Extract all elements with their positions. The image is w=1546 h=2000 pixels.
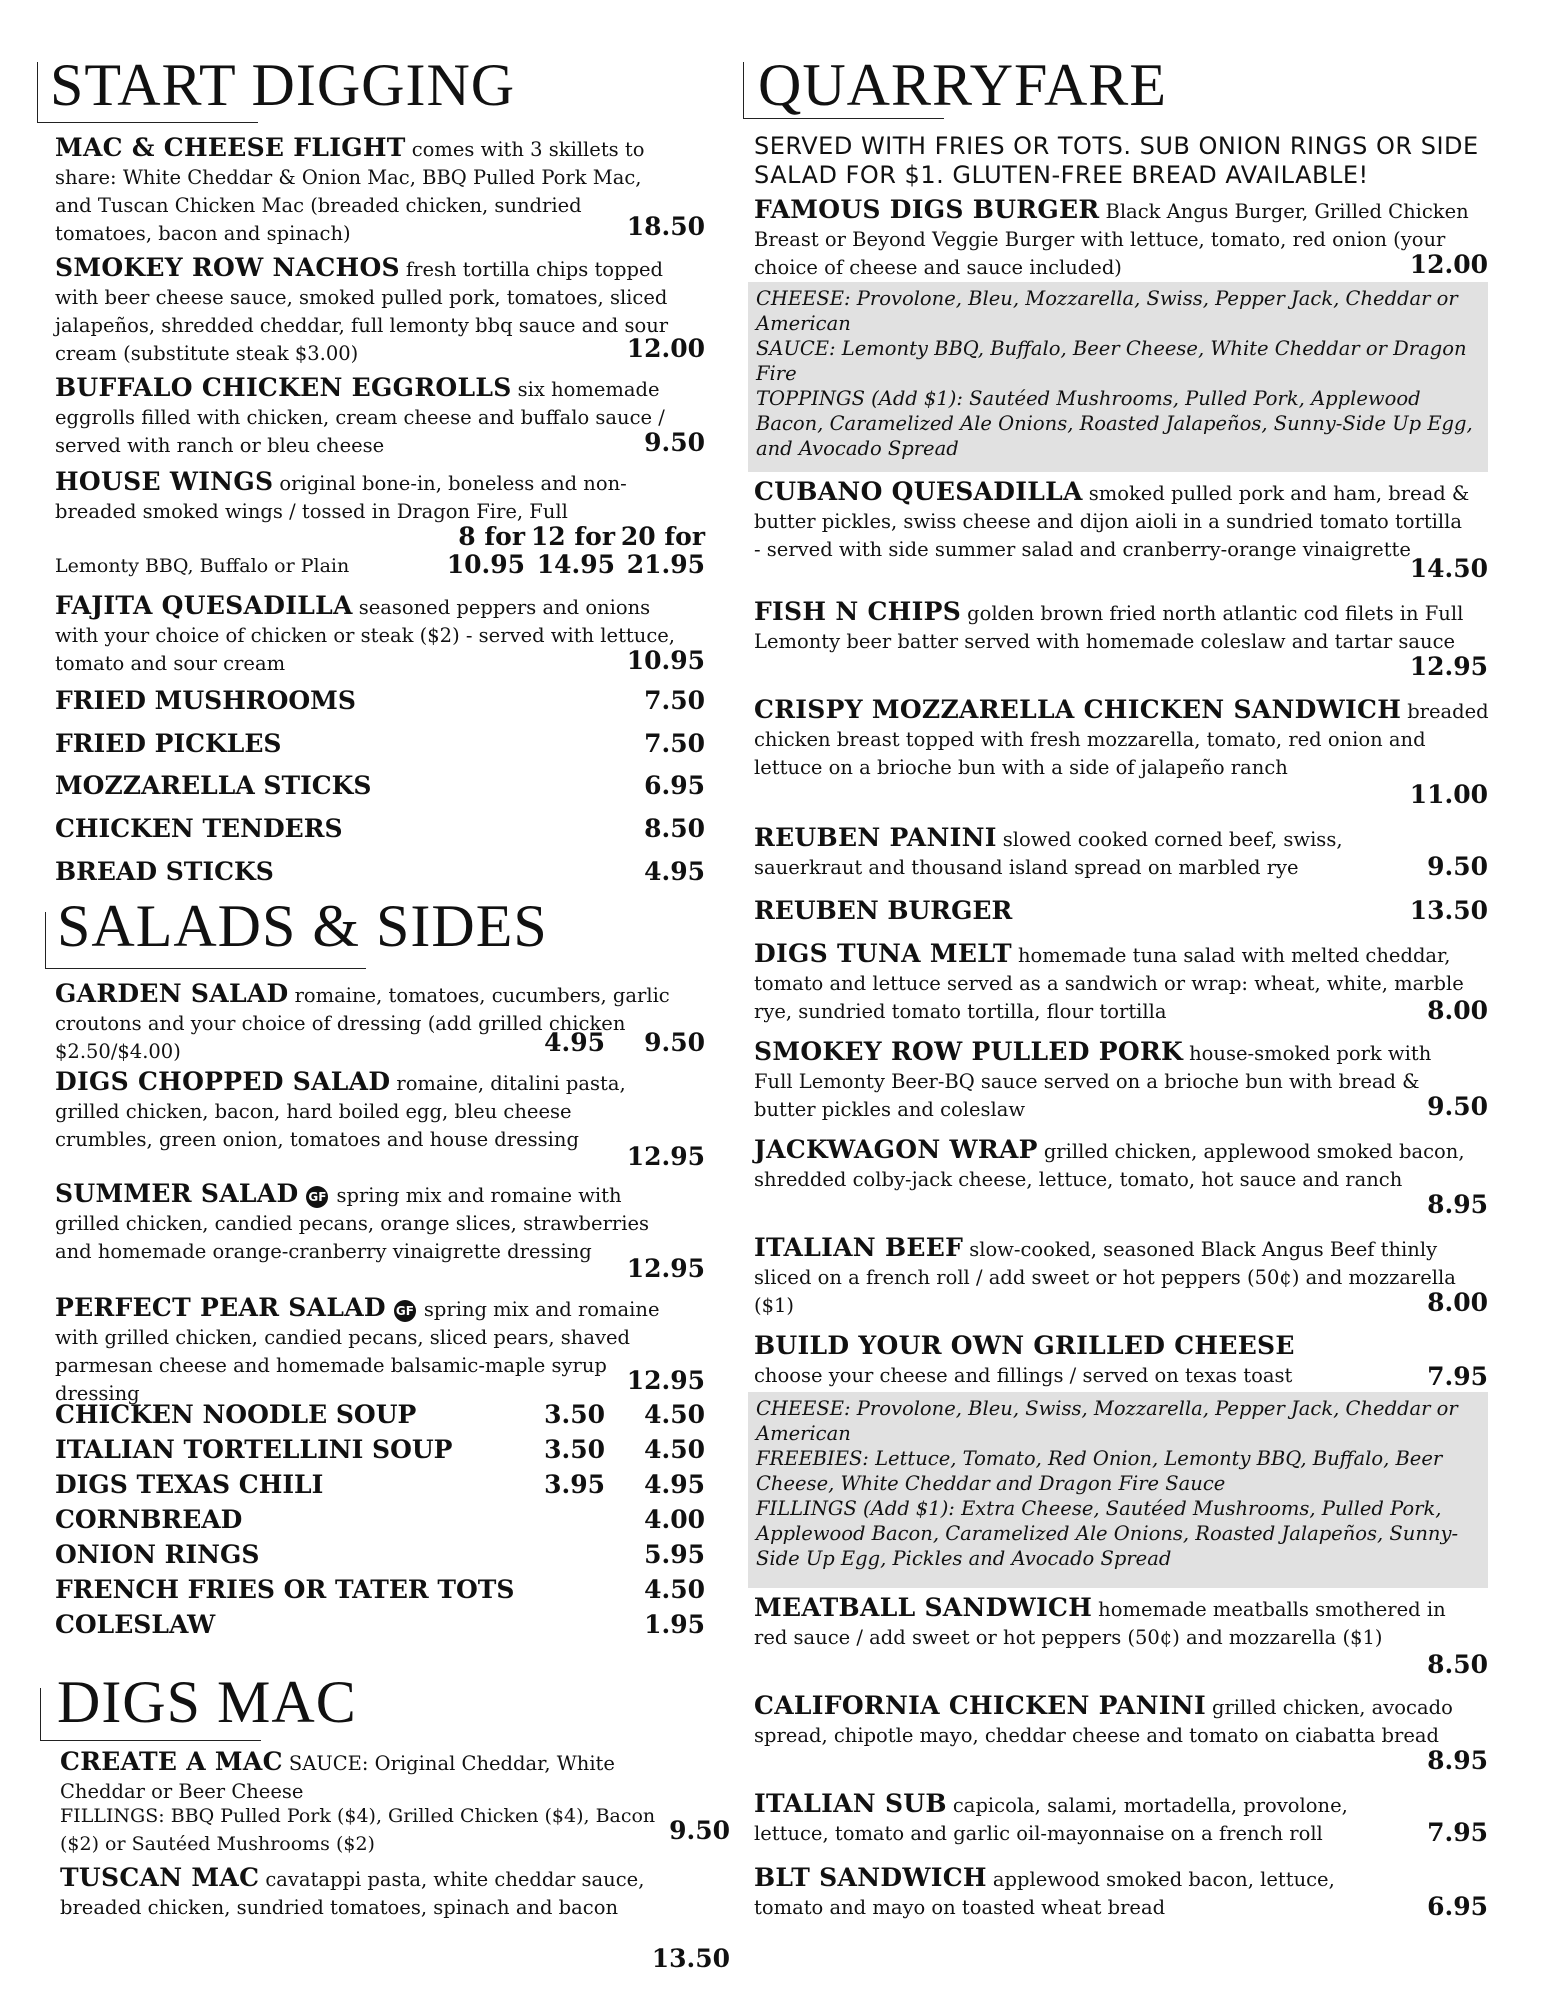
wings-count-20: 20 for xyxy=(620,522,705,551)
item-price: 8.50 xyxy=(644,814,705,843)
grilled-cheese-options-box xyxy=(748,1392,1488,1588)
item-price: 6.95 xyxy=(1427,1892,1488,1921)
item-desc: six homemade eggrolls filled with chicken, cream cheese and buffalo sauce / served with ranch or bleu cheese xyxy=(55,378,665,457)
item-price: 9.50 xyxy=(669,1816,730,1845)
item-name: FRIED PICKLES xyxy=(55,729,282,758)
item-price: 6.95 xyxy=(644,771,705,800)
section-title-start-digging: START DIGGING xyxy=(50,52,516,118)
item-desc: original bone-in, boneless and non-breaded smoked wings / tossed in Dragon Fire, Full xyxy=(55,472,627,523)
garden-price-small: 4.95 xyxy=(544,1028,605,1057)
item-name: SUMMER SALAD xyxy=(55,1179,299,1208)
item-name: GARDEN SALAD xyxy=(55,979,289,1008)
menu-item-tuscan-mac xyxy=(60,1864,690,1922)
side-item-row xyxy=(55,1505,705,1537)
simple-item-row xyxy=(55,814,705,846)
option-cheese: CHEESE: Provolone, Bleu, Swiss, Mozzarella, Pepper Jack, Cheddar or American xyxy=(756,1397,1458,1445)
wings-count-8: 8 for xyxy=(458,522,525,551)
menu-item-meatball xyxy=(754,1594,1454,1652)
item-price-bowl: 4.50 xyxy=(644,1435,705,1464)
item-name: MOZZARELLA STICKS xyxy=(55,771,372,800)
item-price: 8.00 xyxy=(1427,1288,1488,1317)
item-price-bowl: 4.50 xyxy=(644,1575,705,1604)
item-desc: romaine, ditalini pasta, grilled chicken, bacon, hard boiled egg, bleu cheese crumbles, green onion, tomatoes and house dressing xyxy=(55,1072,626,1151)
item-name: ONION RINGS xyxy=(55,1540,260,1569)
menu-item-digs-burger xyxy=(754,196,1474,282)
item-desc: homemade meatballs smothered in red sauce / add sweet or hot peppers (50¢) and mozzarella ($1) xyxy=(754,1598,1446,1649)
item-price: 7.50 xyxy=(644,686,705,715)
wings-count-12: 12 for xyxy=(530,522,615,551)
item-price: 10.95 xyxy=(626,646,705,675)
served-with-note: SERVED WITH FRIES OR TOTS. SUB ONION RINGS OR SIDE SALAD FOR $1. GLUTEN-FREE BREAD AVAILABLE! xyxy=(754,132,1479,189)
menu-item-blt xyxy=(754,1864,1364,1922)
item-desc: applewood smoked bacon, lettuce, tomato and mayo on toasted wheat bread xyxy=(754,1868,1335,1919)
item-desc: golden brown fried north atlantic cod filets in Full Lemonty beer batter served with homemade coleslaw and tartar sauce xyxy=(754,602,1464,653)
item-name: JACKWAGON WRAP xyxy=(754,1135,1038,1164)
menu-item-italian-sub xyxy=(754,1790,1384,1848)
item-name: HOUSE WINGS xyxy=(55,467,274,496)
item-price-bowl: 5.95 xyxy=(644,1540,705,1569)
item-price: 12.95 xyxy=(626,1366,705,1395)
gluten-free-icon: GF xyxy=(394,1300,416,1322)
item-name: FRIED MUSHROOMS xyxy=(55,686,356,715)
item-name: CORNBREAD xyxy=(55,1505,243,1534)
item-price: 13.50 xyxy=(1409,896,1488,925)
item-price-cup: 3.50 xyxy=(544,1435,605,1464)
item-name: CHICKEN TENDERS xyxy=(55,814,343,843)
wings-price-20: 21.95 xyxy=(626,550,705,579)
item-name: CREATE A MAC xyxy=(60,1747,283,1776)
burger-options-box xyxy=(748,282,1488,472)
item-desc: seasoned peppers and onions with your choice of chicken or steak ($2) - served with lettuce, tomato and sour cream xyxy=(55,596,675,675)
simple-item-row xyxy=(55,729,705,761)
side-item-row xyxy=(55,1610,705,1642)
item-name: COLESLAW xyxy=(55,1610,216,1639)
item-desc: romaine, tomatoes, cucumbers, garlic croutons and your choice of dressing (add grilled chicken $2.50/$4.00) xyxy=(55,984,670,1063)
item-price-bowl: 4.50 xyxy=(644,1400,705,1429)
wings-price-8: 10.95 xyxy=(446,550,525,579)
option-sauce: SAUCE: Lemonty BBQ, Buffalo, Beer Cheese, White Cheddar or Dragon Fire xyxy=(756,337,1467,385)
item-name: ITALIAN TORTELLINI SOUP xyxy=(55,1435,453,1464)
item-price: 12.95 xyxy=(626,1254,705,1283)
item-price: 4.95 xyxy=(644,857,705,886)
item-desc: slowed cooked corned beef, swiss, sauerkraut and thousand island spread on marbled rye xyxy=(754,828,1343,879)
gluten-free-icon: GF xyxy=(306,1186,328,1208)
menu-item-fish-chips xyxy=(754,598,1489,656)
item-desc: FILLINGS: BBQ Pulled Pork ($4), Grilled Chicken ($4), Bacon ($2) or Sautéed Mushrooms ($2) xyxy=(60,1805,656,1855)
item-name: ITALIAN BEEF xyxy=(754,1233,964,1262)
item-desc: comes with 3 skillets to share: White Cheddar & Onion Mac, BBQ Pulled Pork Mac, and Tuscan Chicken Mac (breaded chicken, sundried tomatoes, bacon and spinach) xyxy=(55,138,645,245)
item-name: FISH N CHIPS xyxy=(754,597,962,626)
item-name: SMOKEY ROW NACHOS xyxy=(55,253,400,282)
option-cheese: CHEESE: Provolone, Bleu, Mozzarella, Swiss, Pepper Jack, Cheddar or American xyxy=(756,287,1458,335)
item-desc: cavatappi pasta, white cheddar sauce, breaded chicken, sundried tomatoes, spinach and bacon xyxy=(60,1868,645,1919)
item-price: 7.95 xyxy=(1427,1818,1488,1847)
item-price-bowl: 4.95 xyxy=(644,1470,705,1499)
item-price: 12.95 xyxy=(626,1142,705,1171)
item-price: 12.00 xyxy=(626,334,705,363)
item-desc: house-smoked pork with Full Lemonty Beer-BQ sauce served on a brioche bun with bread & butter pickles and coleslaw xyxy=(754,1042,1432,1121)
item-price: 8.50 xyxy=(1427,1650,1488,1679)
simple-item-row xyxy=(55,686,705,718)
item-price: 9.50 xyxy=(1427,1092,1488,1121)
item-name: PERFECT PEAR SALAD xyxy=(55,1293,386,1322)
item-name: CRISPY MOZZARELLA CHICKEN SANDWICH xyxy=(754,695,1402,724)
menu-item-mozz-chicken xyxy=(754,696,1489,782)
item-name: CALIFORNIA CHICKEN PANINI xyxy=(754,1691,1206,1720)
menu-item-cubano xyxy=(754,478,1474,564)
simple-item-row xyxy=(55,771,705,803)
item-name: SMOKEY ROW PULLED PORK xyxy=(754,1037,1184,1066)
item-price: 7.50 xyxy=(644,729,705,758)
item-desc: homemade tuna salad with melted cheddar, tomato and lettuce served as a sandwich or wrap: wheat, white, marble rye, sundried tomato tortilla, flour tortilla xyxy=(754,944,1464,1023)
item-name: BREAD STICKS xyxy=(55,857,274,886)
side-item-row xyxy=(55,1540,705,1572)
item-price: 8.00 xyxy=(1427,996,1488,1025)
section-title-digs-mac: DIGS MAC xyxy=(57,1669,357,1735)
item-name: BUILD YOUR OWN GRILLED CHEESE xyxy=(754,1331,1295,1360)
option-fillings: FILLINGS (Add $1): Extra Cheese, Sautéed Mushrooms, Pulled Pork, Applewood Bacon, Caramelized Ale Onions, Roasted Jalapeños, Sunny-Side Up Egg, Pickles and Avocado Spread xyxy=(756,1497,1459,1570)
item-name: CHICKEN NOODLE SOUP xyxy=(55,1400,417,1429)
item-price: 12.95 xyxy=(1409,652,1488,681)
section-title-quarryfare: QUARRYFARE xyxy=(758,52,1167,118)
item-name: BUFFALO CHICKEN EGGROLLS xyxy=(55,373,512,402)
item-name: MAC & CHEESE FLIGHT xyxy=(55,133,406,162)
item-price: 18.50 xyxy=(626,212,705,241)
item-price-bowl: 1.95 xyxy=(644,1610,705,1639)
item-price: 11.00 xyxy=(1409,780,1488,809)
option-toppings: TOPPINGS (Add $1): Sautéed Mushrooms, Pulled Pork, Applewood Bacon, Caramelized Ale Onions, Roasted Jalapeños, Sunny-Side Up Egg, and Avocado Spread xyxy=(756,387,1473,460)
item-name: MEATBALL SANDWICH xyxy=(754,1593,1093,1622)
menu-item-create-mac xyxy=(60,1748,680,1806)
item-price-cup: 3.95 xyxy=(544,1470,605,1499)
item-name: TUSCAN MAC xyxy=(60,1863,260,1892)
item-desc: SAUCE: Original Cheddar, White Cheddar or Beer Cheese xyxy=(60,1752,615,1803)
item-name: FAJITA QUESADILLA xyxy=(55,591,353,620)
menu-item-chopped-salad xyxy=(55,1068,675,1154)
item-desc: capicola, salami, mortadella, provolone, lettuce, tomato and garlic oil-mayonnaise on a french roll xyxy=(754,1794,1348,1845)
item-price: 7.95 xyxy=(1427,1362,1488,1391)
menu-item-mac-flight xyxy=(55,134,665,248)
item-name: BLT SANDWICH xyxy=(754,1863,987,1892)
menu-item-reuben-panini xyxy=(754,824,1364,882)
item-desc: breaded chicken breast topped with fresh mozzarella, tomato, red onion and lettuce on a brioche bun with a side of jalapeño ranch xyxy=(754,700,1489,779)
item-name: FAMOUS DIGS BURGER xyxy=(754,195,1100,224)
side-item-row xyxy=(55,1400,705,1432)
menu-item-california xyxy=(754,1692,1464,1750)
item-desc: smoked pulled pork and ham, bread & butter pickles, swiss cheese and dijon aioli in a sundried tomato tortilla - served with side summer salad and cranberry-orange vinaigrette xyxy=(754,482,1470,561)
item-name: REUBEN PANINI xyxy=(754,823,997,852)
simple-item-row xyxy=(55,857,705,889)
side-item-row xyxy=(55,1435,705,1467)
item-price: 13.50 xyxy=(651,1944,730,1973)
item-desc: grilled chicken, avocado spread, chipotle mayo, cheddar cheese and tomato on ciabatta bread xyxy=(754,1696,1453,1747)
side-item-row xyxy=(55,1575,705,1607)
item-name: REUBEN BURGER xyxy=(754,896,1013,925)
item-desc: spring mix and romaine with grilled chicken, candied pecans, orange slices, strawberries and homemade orange-cranberry vinaigrette dressing xyxy=(55,1184,650,1263)
item-desc: grilled chicken, applewood smoked bacon, shredded colby-jack cheese, lettuce, tomato, hot sauce and ranch xyxy=(754,1140,1465,1191)
menu-item-wings xyxy=(55,468,675,526)
side-item-row xyxy=(55,1470,705,1502)
item-desc: choose your cheese and fillings / served on texas toast xyxy=(754,1364,1293,1387)
wings-price-12: 14.95 xyxy=(536,550,615,579)
garden-price-large: 9.50 xyxy=(644,1028,705,1057)
option-freebies: FREEBIES: Lettuce, Tomato, Red Onion, Lemonty BBQ, Buffalo, Beer Cheese, White Cheddar and Dragon Fire Sauce xyxy=(756,1447,1443,1495)
item-price: 12.00 xyxy=(1409,250,1488,279)
item-price-cup: 3.50 xyxy=(544,1400,605,1429)
item-price: 9.50 xyxy=(644,428,705,457)
item-name: DIGS TUNA MELT xyxy=(754,939,1012,968)
item-name: ITALIAN SUB xyxy=(754,1789,947,1818)
menu-item-grilled-cheese xyxy=(754,1332,1394,1390)
item-desc: Lemonty BBQ, Buffalo or Plain xyxy=(55,555,350,577)
section-title-salads-sides: SALADS & SIDES xyxy=(57,893,548,959)
menu-item-pulled-pork xyxy=(754,1038,1474,1124)
item-name: DIGS CHOPPED SALAD xyxy=(55,1067,391,1096)
item-desc: Black Angus Burger, Grilled Chicken Breast or Beyond Veggie Burger with lettuce, tomato, red onion (your choice of cheese and sauce included) xyxy=(754,200,1469,279)
item-price: 8.95 xyxy=(1427,1190,1488,1219)
item-name: FRENCH FRIES OR TATER TOTS xyxy=(55,1575,515,1604)
item-name: CUBANO QUESADILLA xyxy=(754,477,1083,506)
menu-item-jackwagon-wrap xyxy=(754,1136,1489,1194)
item-desc: slow-cooked, seasoned Black Angus Beef thinly sliced on a french roll / add sweet or hot peppers (50¢) and mozzarella ($1) xyxy=(754,1238,1456,1317)
item-name: DIGS TEXAS CHILI xyxy=(55,1470,324,1499)
item-desc: fresh tortilla chips topped with beer cheese sauce, smoked pulled pork, tomatoes, sliced jalapeños, shredded cheddar, full lemonty bbq sauce and sour cream (substitute steak $3.00) xyxy=(55,258,669,365)
item-price: 9.50 xyxy=(1427,852,1488,881)
item-price: 8.95 xyxy=(1427,1746,1488,1775)
menu-item-reuben-burger xyxy=(754,896,1488,928)
item-desc: spring mix and romaine with grilled chicken, candied pecans, sliced pears, shaved parmesan cheese and homemade balsamic-maple syrup dressing xyxy=(55,1298,660,1405)
item-price: 14.50 xyxy=(1409,554,1488,583)
item-price-bowl: 4.00 xyxy=(644,1505,705,1534)
